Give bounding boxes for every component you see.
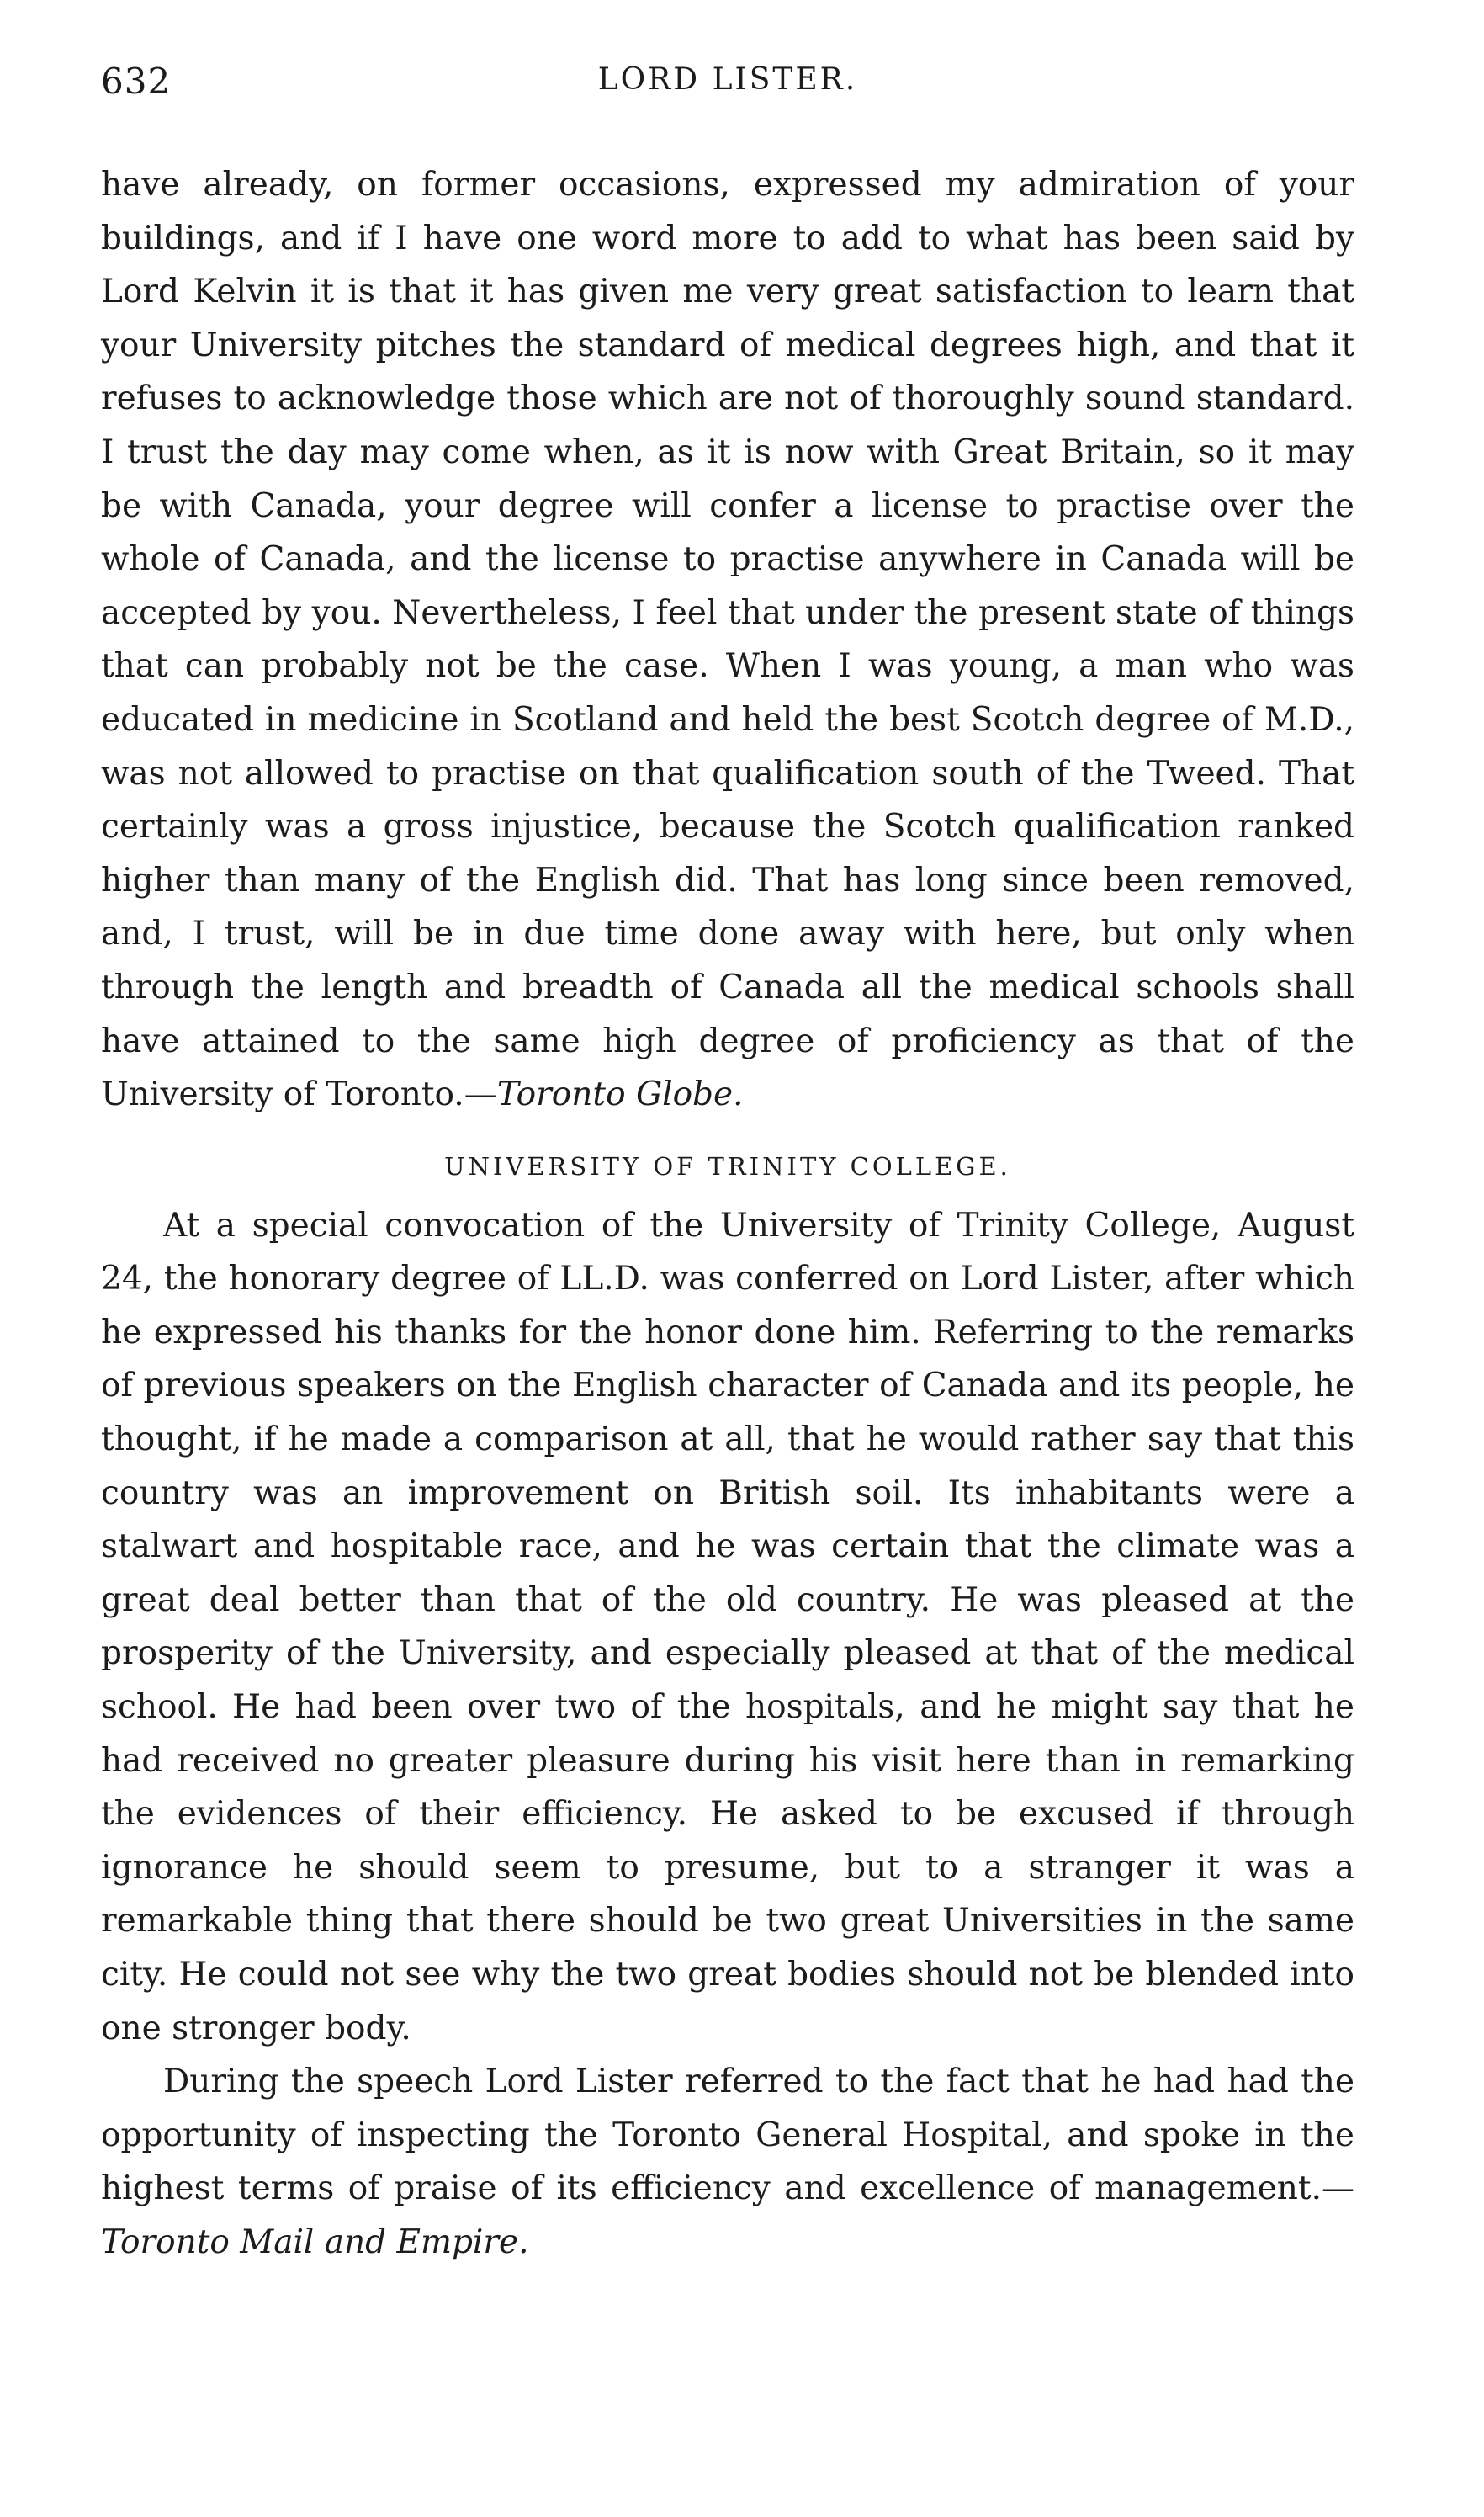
section-paragraph: At a special convocation of the University of Trinity College, August 24, the honorary degree of LL.D. was conferred on Lord Lister, after which he expressed his thanks for the honor done him. Referring to the remarks of previous speakers on the English character of Canada and its people, he thought, if he made a comparison at all, that he would rather say that this country was an improvement on British soil. Its inhabitants were a stalwart and hospitable race, and he was certain that the climate was a great deal better than that of the old country. He was pleased at the prosperity of the University, and especially pleased at that of the medical school. He had been over two of the hospitals, and he might say that he had received no greater pleasure during his visit here than in remarking the evidences of their efficiency. He asked to be excused if through ignorance he should seem to presume, but to a stranger it was a remarkable thing that there should be two great Universities in the same city. He could not see why the two great bodies should not be blended into one stronger body. — [101, 1206, 1354, 2047]
running-title: LORD LISTER. — [597, 62, 858, 97]
article-paragraph-text: have already, on former occasions, expressed my admiration of your buildings, and if I have one word more to add to what has been said by Lord Kelvin it is that it has given me very great satisfaction to learn that your University pitches the standard of medical degrees high, and that it refuses to acknowledge those which are not of thoroughly sound standard. I trust the day may come when, as it is now with Great Britain, so it may be with Canada, your degree will confer a license to practise over the whole of Canada, and the license to practise anywhere in Canada will be accepted by you. Nevertheless, I feel that under the present state of things that can probably not be the case. When I was young, a man who was educated in medicine in Scotland and held the best Scotch degree of M.D., was not allowed to practise on that qualification south of the Tweed. That certainly was a gross injustice, because the Scotch qualification ranked higher than many of the English did. That has long since been removed, and, I trust, will be in due time done away with here, but only when through the length and breadth of Canada all the medical schools shall have attained to the same high degree of proficiency as that of the University of Toronto.— — [101, 166, 1354, 1114]
article-paragraph — [101, 158, 1354, 1122]
source-citation: Toronto Mail and Empire. — [101, 2222, 529, 2261]
book-page — [101, 50, 1354, 2270]
running-head — [101, 50, 1354, 109]
body-text — [101, 158, 1354, 2270]
section-heading: UNIVERSITY OF TRINITY COLLEGE. — [444, 1151, 1011, 1181]
closing-paragraph — [101, 2055, 1354, 2269]
closing-paragraph-text: During the speech Lord Lister referred to the fact that he had had the opportunity of inspecting the Toronto General Hospital, and spoke in the highest terms of praise of its efficiency and excellence of management.— — [101, 2063, 1354, 2208]
page-number: 632 — [101, 61, 172, 102]
source-citation: Toronto Globe. — [496, 1075, 744, 1114]
